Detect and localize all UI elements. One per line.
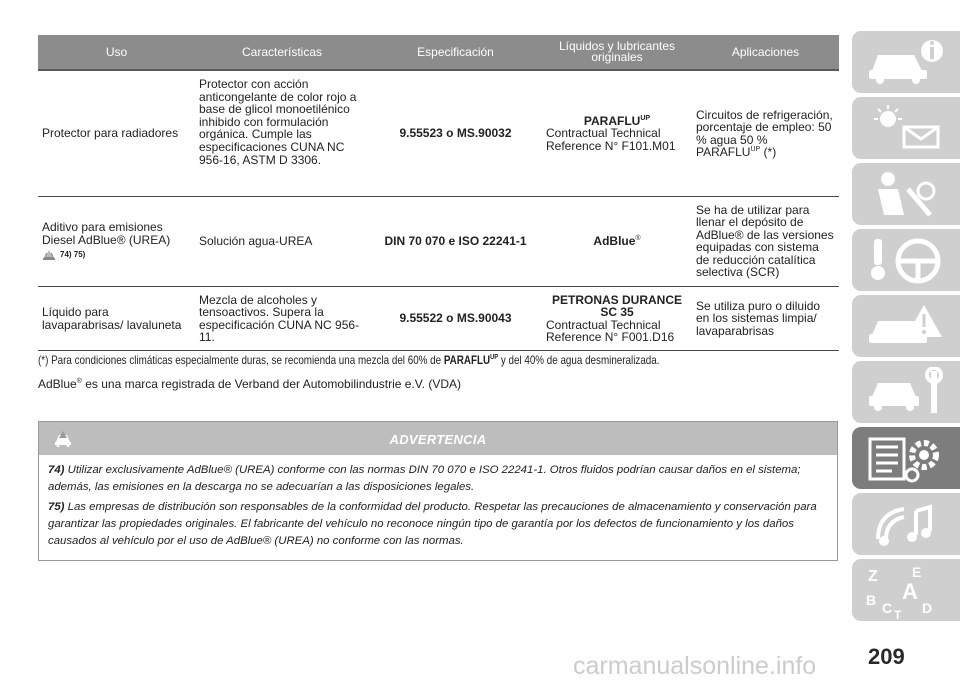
- brand-sup: ®: [635, 235, 641, 243]
- steering-wheel-icon: [864, 235, 950, 285]
- cell-caracteristicas: Mezcla de alcoholes y tensoactivos. Supera la especificación CUNA NC 956-11.: [195, 286, 369, 350]
- cell-uso: Protector para radiadores: [38, 70, 195, 196]
- brand-name: PETRONAS DURANCE SC 35: [551, 292, 682, 320]
- cell-especificacion: [369, 70, 542, 196]
- aplicaciones-brand: PARAFLU: [696, 145, 751, 160]
- tab-alphabetical-index[interactable]: [852, 559, 960, 621]
- warning-box: [38, 421, 838, 561]
- spec-code: 9.55522 o MS.90043: [399, 311, 512, 326]
- alphabetical-index-icon: [864, 565, 950, 619]
- table-footnote: [38, 353, 659, 367]
- watermark: carmanualsonline.info: [573, 652, 817, 680]
- cell-especificacion: [369, 286, 542, 350]
- cell-uso: [38, 196, 195, 286]
- tab-multimedia[interactable]: [852, 493, 960, 555]
- brand-sup: UP: [640, 114, 651, 122]
- warning-title: ADVERTENCIA: [389, 432, 487, 447]
- tab-seat-safety[interactable]: [852, 163, 960, 225]
- cell-uso: Líquido para lavaparabrisas/ lavaluneta: [38, 286, 195, 350]
- cell-aplicaciones: Se ha de utilizar para llenar el depósito de AdBlue® de las versiones equipadas con sistema de reducción catalítica selectiva (SCR): [692, 196, 839, 286]
- index-letter: C: [882, 600, 893, 616]
- cell-caracteristicas: Solución agua-UREA: [195, 196, 369, 286]
- table-row: [38, 286, 839, 350]
- warning-body: [39, 455, 837, 560]
- multimedia-icon: [864, 499, 950, 549]
- warning-reference: [42, 249, 191, 262]
- liquido-detail: Contractual Technical Reference N° F101.M01: [546, 126, 676, 154]
- index-letter: B: [866, 592, 877, 608]
- cell-liquido: [542, 286, 692, 350]
- specifications-gear-icon: [864, 433, 950, 483]
- cell-aplicaciones: [692, 70, 839, 196]
- footnote-before: (*) Para condiciones climáticas especialmente duras, se recomienda una mezcla del 60% de: [38, 353, 444, 367]
- aplicaciones-brand-sup: UP: [750, 146, 761, 154]
- header-uso: Uso: [38, 35, 195, 70]
- car-info-icon: [864, 37, 950, 87]
- footnote-after: y del 40% de agua desmineralizada.: [498, 353, 660, 367]
- table-row: [38, 196, 839, 286]
- warning-item-ref: 74): [48, 464, 65, 476]
- index-letter: A: [902, 579, 918, 604]
- warning-header: [39, 422, 837, 455]
- warning-refs: 74) 75): [60, 250, 86, 260]
- dashboard-lights-icon: [864, 103, 950, 153]
- trademark-note: [38, 377, 461, 391]
- tab-car-info[interactable]: [852, 31, 960, 93]
- footnote-brand: PARAFLU: [443, 353, 491, 367]
- car-warning-icon: [42, 250, 56, 262]
- trademark-brand: AdBlue: [38, 377, 77, 391]
- tab-dashboard-lights[interactable]: [852, 97, 960, 159]
- chapter-tabs: [852, 31, 960, 625]
- aplicaciones-text: Circuitos de refrigeración, porcentaje de empleo: 50 % agua 50 %: [696, 107, 833, 147]
- specifications-table: [38, 35, 839, 351]
- index-letter: E: [912, 565, 922, 580]
- cell-liquido: [542, 196, 692, 286]
- breakdown-warning-icon: [864, 301, 950, 351]
- warning-item-ref: 75): [48, 501, 65, 513]
- warning-item: [48, 499, 828, 550]
- header-liquidos: Líquidos y lubricantes originales: [542, 35, 692, 70]
- tab-breakdown[interactable]: [852, 295, 960, 357]
- car-service-icon: [864, 367, 950, 417]
- trademark-sup: ®: [76, 378, 82, 385]
- tab-specifications[interactable]: [852, 427, 960, 489]
- cell-caracteristicas: Protector con acción anticongelante de color rojo a base de glicol monoetilénico inhibido con formulación orgánica. Cumple las especificaciones CUNA NC 956-16, ASTM D 3306.: [195, 70, 369, 196]
- header-caracteristicas: Características: [195, 35, 369, 70]
- footnote-brand-sup: UP: [490, 354, 499, 361]
- cell-especificacion: [369, 196, 542, 286]
- table-row: [38, 70, 839, 196]
- warning-item: [48, 462, 828, 496]
- spec-code: DIN 70 070 e ISO 22241-1: [384, 234, 527, 249]
- cell-aplicaciones: Se utiliza puro o diluido en los sistemas limpia/ lavaparabrisas: [692, 286, 839, 350]
- spec-code: 9.55523 o MS.90032: [399, 126, 512, 141]
- index-letter: T: [894, 608, 902, 619]
- trademark-text: es una marca registrada de Verband der Automobilindustrie e.V. (VDA): [85, 377, 461, 391]
- table-header-row: [38, 35, 839, 70]
- seat-safety-icon: [864, 169, 950, 219]
- cell-liquido: [542, 70, 692, 196]
- header-aplicaciones: Aplicaciones: [692, 35, 839, 70]
- tab-steering-wheel[interactable]: [852, 229, 960, 291]
- liquido-detail: Contractual Technical Reference N° F001.D16: [546, 317, 675, 345]
- index-letter: D: [922, 600, 933, 616]
- header-especificacion: Especificación: [369, 35, 542, 70]
- brand-name: PARAFLU: [583, 113, 641, 128]
- liquido-brand: [546, 294, 688, 319]
- brand-name: AdBlue: [593, 234, 636, 249]
- page-number: 209: [868, 644, 905, 669]
- warning-item-text: Las empresas de distribución son responsables de la conformidad del producto. Respetar las precauciones de almacenamiento y conservación para garantizar las propiedades originales. El fabricante del vehículo no reconoce ningún tipo de garantía por los defectos de funcionamiento y los daños causados al vehículo por el uso de AdBlue® (UREA) no conforme con las normas.: [48, 501, 817, 547]
- tab-car-service[interactable]: [852, 361, 960, 423]
- aplicaciones-suffix: (*): [763, 145, 777, 160]
- index-letter: Z: [868, 568, 878, 585]
- warning-item-text: Utilizar exclusivamente AdBlue® (UREA) conforme con las normas DIN 70 070 e ISO 22241-1. Otros fluidos podrían causar daños en el sistema; además, las emisiones en la descarga no se adecuarían a las disposiciones legales.: [48, 464, 801, 493]
- uso-text: Aditivo para emisiones Diesel AdBlue® (UREA): [42, 220, 171, 247]
